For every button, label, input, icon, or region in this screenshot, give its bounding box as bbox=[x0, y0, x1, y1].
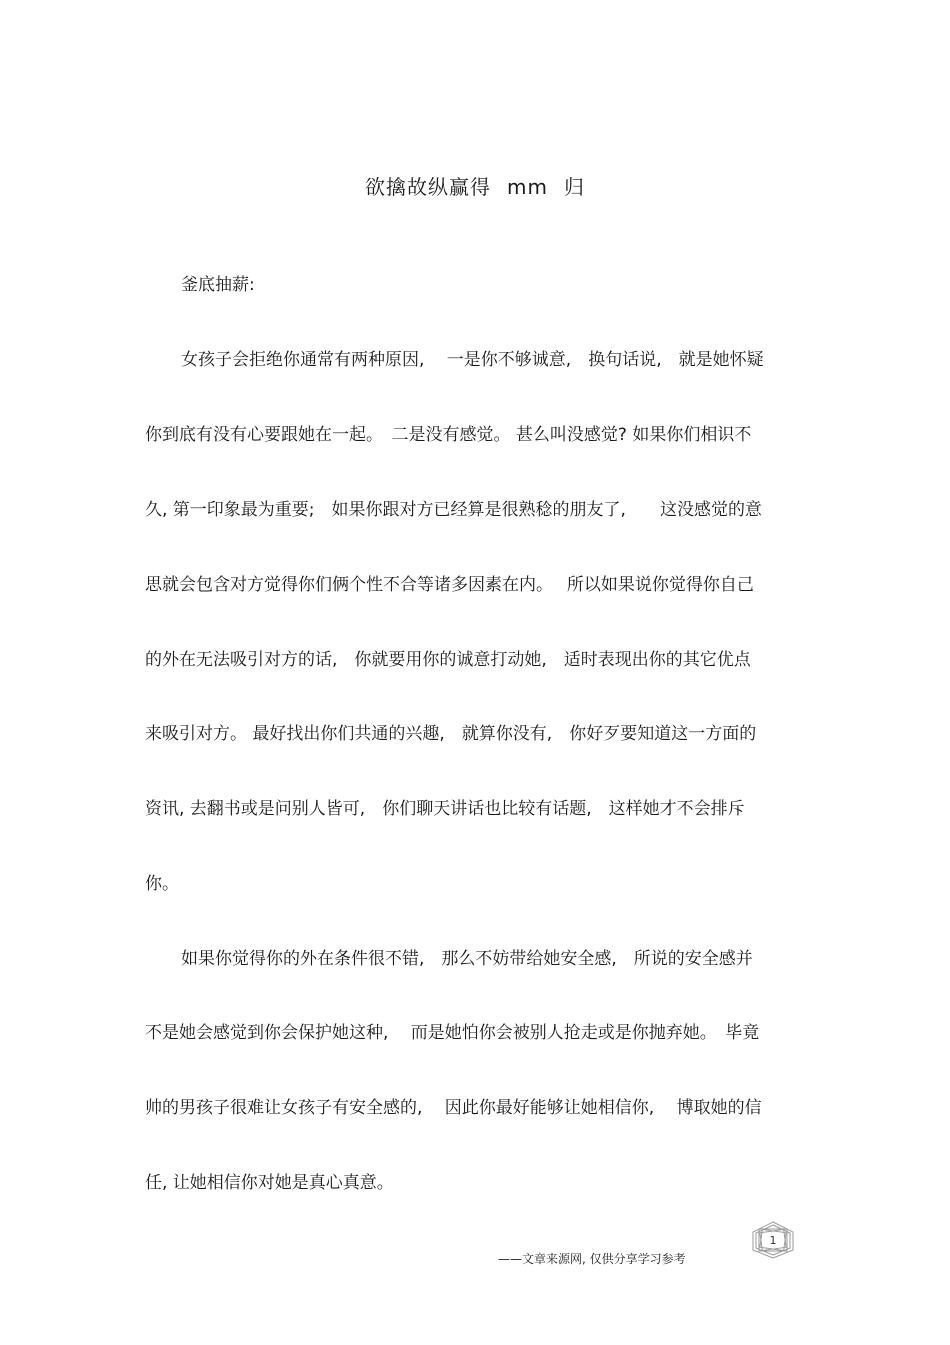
paragraph-line: 思就会包含对方觉得你们俩个性不合等诸多因素在内。 所以如果说你觉得你自己 bbox=[145, 575, 754, 595]
paragraph-line: 你到底有没有心要跟她在一起。 二是没有感觉。 甚么叫没感觉? 如果你们相识不 bbox=[145, 425, 752, 445]
subheading: 釜底抽薪: bbox=[181, 275, 255, 295]
document-title bbox=[0, 172, 950, 202]
paragraph-line: 来吸引对方。 最好找出你们共通的兴趣, 就算你没有, 你好歹要知道这一方面的 bbox=[145, 724, 757, 744]
footer-source-note: ——文章来源网, 仅供分享学习参考 bbox=[498, 1252, 686, 1266]
title-text-part2: mm bbox=[507, 175, 548, 199]
title-text-part3: 归 bbox=[563, 175, 585, 199]
paragraph-line: 久, 第一印象最为重要; 如果你跟对方已经算是很熟稔的朋友了, 这没感觉的意 bbox=[145, 500, 762, 520]
paragraph-line: 帅的男孩子很难让女孩子有安全感的, 因此你最好能够让她相信你, 博取她的信 bbox=[145, 1098, 762, 1118]
page-number: 1 bbox=[769, 1234, 777, 1247]
paragraph-line: 如果你觉得你的外在条件很不错, 那么不妨带给她安全感, 所说的安全感并 bbox=[181, 949, 753, 969]
paragraph-line: 的外在无法吸引对方的话, 你就要用你的诚意打动她, 适时表现出你的其它优点 bbox=[145, 650, 751, 670]
paragraph-line: 不是她会感觉到你会保护她这种, 而是她怕你会被别人抢走或是你抛弃她。 毕竟 bbox=[145, 1023, 760, 1043]
title-text-part1: 欲擒故纵赢得 bbox=[365, 175, 492, 199]
paragraph-line: 资讯, 去翻书或是问别人皆可, 你们聊天讲话也比较有话题, 这样她才不会排斥 bbox=[145, 799, 745, 819]
paragraph-line: 任, 让她相信你对她是真心真意。 bbox=[145, 1173, 394, 1193]
paragraph-line: 你。 bbox=[145, 874, 179, 894]
paragraph-line: 女孩子会拒绝你通常有两种原因, 一是你不够诚意, 换句话说, 就是她怀疑 bbox=[181, 350, 764, 370]
